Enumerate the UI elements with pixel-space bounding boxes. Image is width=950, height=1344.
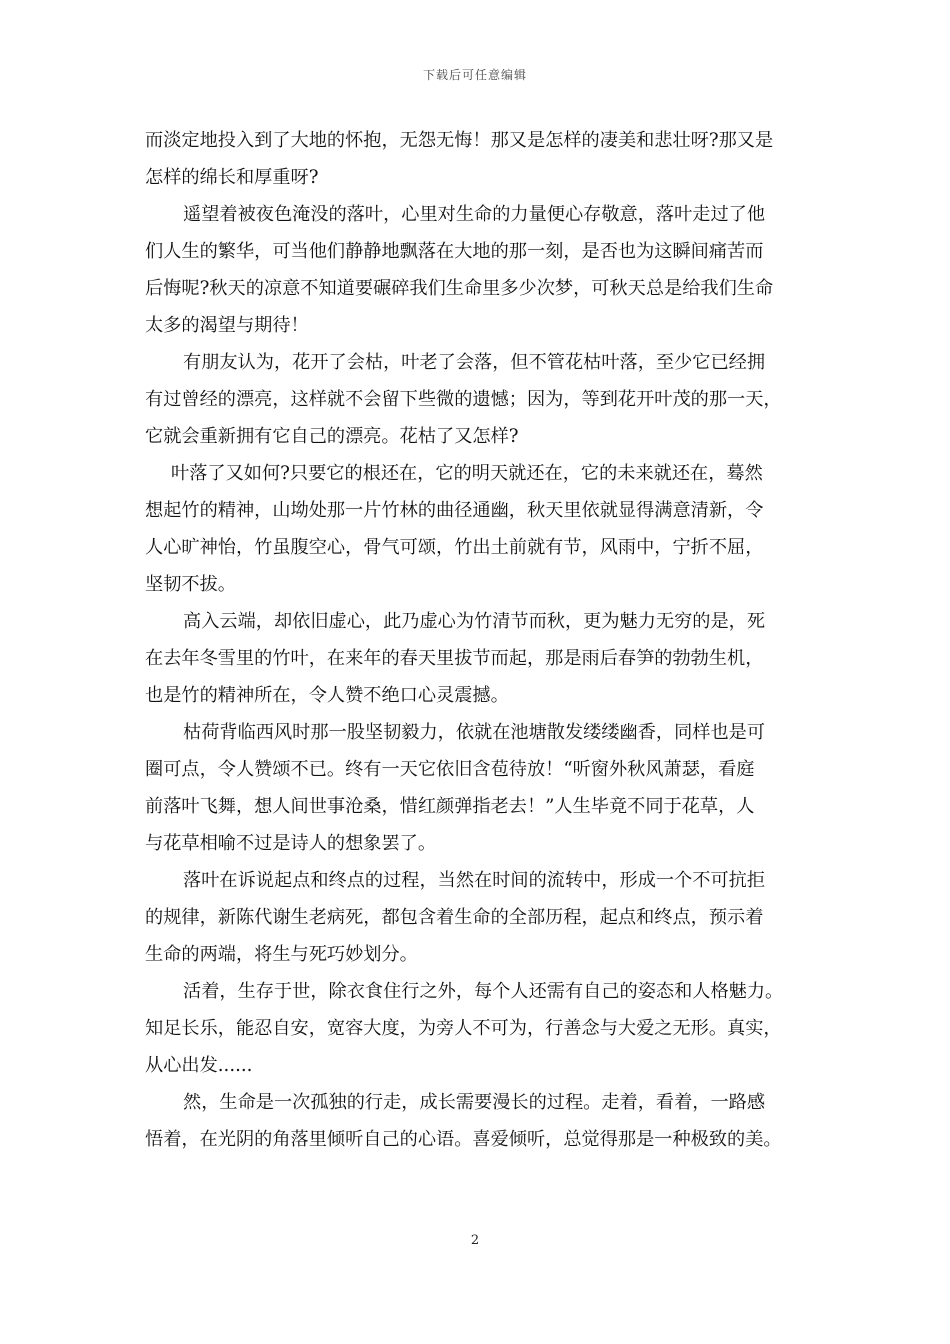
text-line: 有朋友认为，花开了会枯，叶老了会落，但不管花枯叶落，至少它已经拥 [183,352,766,373]
text-line: 它就会重新拥有它自己的漂亮。花枯了又怎样? [145,426,519,447]
text-line: 然，生命是一次孤独的行走，成长需要漫长的过程。走着，看着，一路感 [183,1092,766,1113]
page-number: 2 [470,1233,480,1248]
text-line: 前落叶飞舞，想人间世事沧桑，惜红颜弹指老去！”人生毕竟不同于花草，人 [145,796,755,817]
text-line: 也是竹的精神所在，令人赞不绝口心灵震撼。 [145,685,509,706]
text-line: 在去年冬雪里的竹叶，在来年的春天里拔节而起，那是雨后春笋的勃勃生机， [145,648,764,669]
text-line: 圈可点，令人赞颂不已。终有一天它依旧含苞待放！“听窗外秋风萧瑟，看庭 [145,759,755,780]
text-line: 太多的渴望与期待！ [145,315,309,336]
text-line: 枯荷背临西风时那一股坚韧毅力，依就在池塘散发缕缕幽香，同样也是可 [183,722,766,743]
text-line: 悟着，在光阴的角落里倾听自己的心语。喜爱倾听，总觉得那是一种极致的美。 [145,1129,782,1150]
text-line: 遥望着被夜色淹没的落叶，心里对生命的力量便心存敬意，落叶走过了他 [183,204,766,225]
text-line: 后悔呢?秋天的凉意不知道要碾碎我们生命里多少次梦，可秋天总是给我们生命 [145,278,774,299]
text-line: 人心旷神怡，竹虽腹空心，骨气可颂，竹出土前就有节，风雨中，宁折不屈， [145,537,764,558]
page-header: 下载后可任意编辑 [422,68,527,82]
paragraph [145,973,825,1084]
text-line: 从心出发...... [145,1055,253,1076]
paragraph [145,862,825,973]
paragraph [145,603,825,714]
text-line: 生命的两端，将生与死巧妙划分。 [145,944,418,965]
document-body [145,122,825,1158]
text-line: 们人生的繁华，可当他们静静地飘落在大地的那一刻，是否也为这瞬间痛苦而 [145,241,764,262]
paragraph [145,455,825,603]
text-line: 知足长乐，能忍自安，宽容大度，为旁人不可为，行善念与大爱之无形。真实， [145,1018,782,1039]
text-line: 的规律，新陈代谢生老病死，都包含着生命的全部历程，起点和终点，预示着 [145,907,764,928]
paragraph [145,344,825,455]
text-line: 落叶在诉说起点和终点的过程，当然在时间的流转中，形成一个不可抗拒 [183,870,766,891]
text-line: 高入云端，却依旧虚心，此乃虚心为竹清节而秋，更为魅力无穷的是，死 [183,611,766,632]
paragraph [145,714,825,862]
paragraph [145,196,825,344]
text-line: 怎样的绵长和厚重呀? [145,167,319,188]
text-line: 而淡定地投入到了大地的怀抱，无怨无悔！那又是怎样的凄美和悲壮呀?那又是 [145,130,774,151]
paragraph [145,122,825,196]
text-line: 与花草相喻不过是诗人的想象罢了。 [145,833,437,854]
text-line: 坚韧不拔。 [145,574,236,595]
text-line: 想起竹的精神，山坳处那一片竹林的曲径通幽，秋天里依就显得满意清新，令 [145,500,764,521]
text-line: 叶落了又如何?只要它的根还在，它的明天就还在，它的未来就还在，蓦然 [171,463,763,484]
paragraph [145,1084,825,1158]
text-line: 活着，生存于世，除衣食住行之外，每个人还需有自己的姿态和人格魅力。 [183,981,784,1002]
text-line: 有过曾经的漂亮，这样就不会留下些微的遗憾；因为，等到花开叶茂的那一天， [145,389,782,410]
